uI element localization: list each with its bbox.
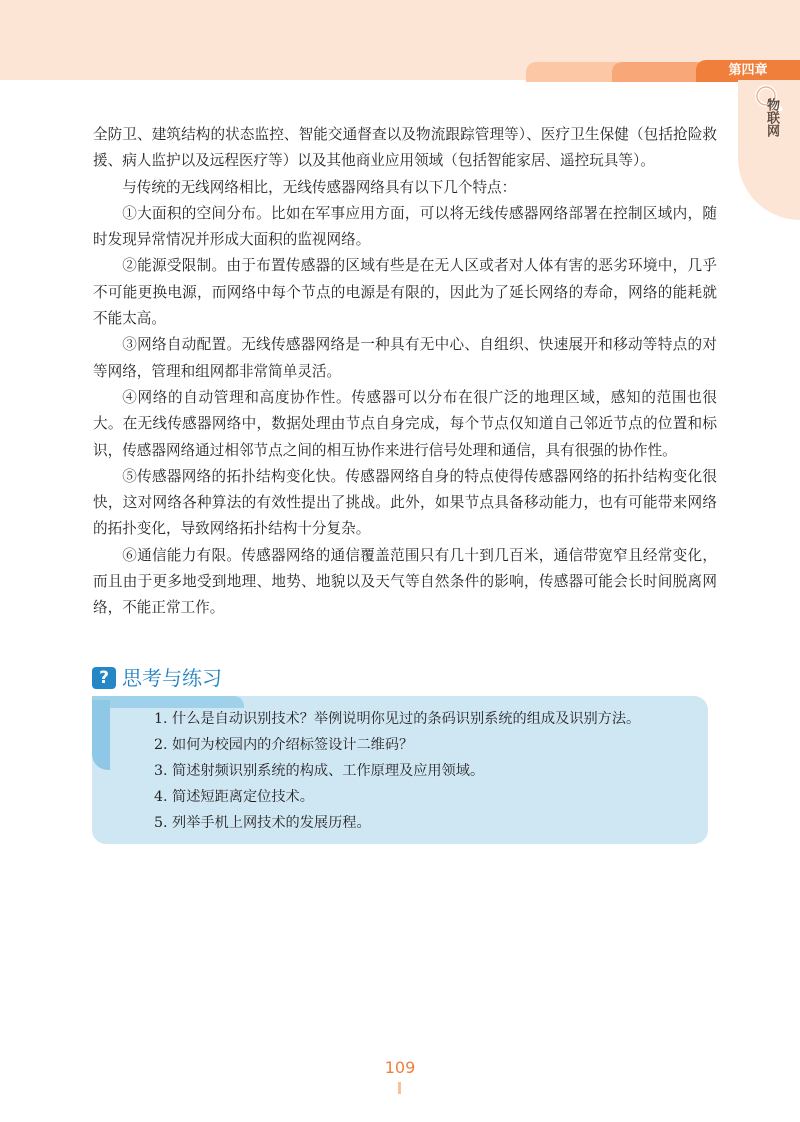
side-label: 物联网: [764, 98, 779, 137]
header-tab-decoration-1: [526, 62, 626, 82]
exercise-title: 思考与练习: [122, 666, 222, 690]
paragraph-feature-4: ④网络的自动管理和高度协作性。传感器可以分布在很广泛的地理区域，感知的范围也很大。在无线传感器网络中，数据处理由节点自身完成，每个节点仅知道自己邻近节点的位置和标识，传感器网络通过相邻节点之间的相互协作来进行信号处理和通信，具有很强的协作性。: [93, 388, 717, 459]
paragraph-continuation: 全防卫、建筑结构的状态监控、智能交通督查以及物流跟踪管理等）、医疗卫生保健（包括抢险救援、病人监护以及远程医疗等）以及其他商业应用领域（包括智能家居、遥控玩具等）。: [93, 126, 717, 170]
paragraph-intro: 与传统的无线网络相比，无线传感器网络具有以下几个特点：: [122, 178, 517, 196]
exercise-item: 3. 简述射频识别系统的构成、工作原理及应用领域。: [154, 763, 485, 779]
paragraph-feature-1: ①大面积的空间分布。比如在军事应用方面，可以将无线传感器网络部署在控制区域内，随时发现异常情况并形成大面积的监视网络。: [93, 204, 717, 249]
exercise-list: [154, 706, 694, 836]
exercise-header: [92, 664, 222, 692]
exercise-item: 4. 简述短距离定位技术。: [154, 789, 314, 805]
exercise-item: 2. 如何为校园内的介绍标签设计二维码？: [154, 737, 414, 753]
paragraph-feature-2: ②能源受限制。由于布置传感器的区域有些是在无人区或者对人体有害的恶劣环境中，几乎不可能更换电源，而网络中每个节点的电源是有限的，因此为了延长网络的寿命，网络的能耗就不能太高。: [93, 257, 717, 328]
exercise-item: 5. 列举手机上网技术的发展历程。: [154, 815, 371, 831]
paragraph-feature-6: ⑥通信能力有限。传感器网络的通信覆盖范围只有几十到几百米，通信带宽窄且经常变化，而且由于更多地受到地理、地势、地貌以及天气等自然条件的影响，传感器可能会长时间脱离网络，不能正常工作。: [93, 546, 717, 617]
exercise-box-corner: [92, 700, 110, 770]
page-number-tick: [398, 1082, 401, 1094]
exercise-item: 1. 什么是自动识别技术？举例说明你见过的条码识别系统的组成及识别方法。: [154, 711, 641, 727]
chapter-tab: 第四章: [696, 60, 800, 82]
question-icon: ?: [92, 667, 116, 689]
paragraph-feature-3: ③网络自动配置。无线传感器网络是一种具有无中心、自组织、快速展开和移动等特点的对等网络，管理和组网都非常简单灵活。: [93, 336, 717, 380]
paragraph-feature-5: ⑤传感器网络的拓扑结构变化快。传感器网络自身的特点使得传感器网络的拓扑结构变化很快，这对网络各种算法的有效性提出了挑战。此外，如果节点具备移动能力，也有可能带来网络的拓扑变化，导致网络拓扑结构十分复杂。: [93, 467, 717, 538]
page-number: 109: [384, 1058, 416, 1077]
body-text: [93, 122, 717, 622]
